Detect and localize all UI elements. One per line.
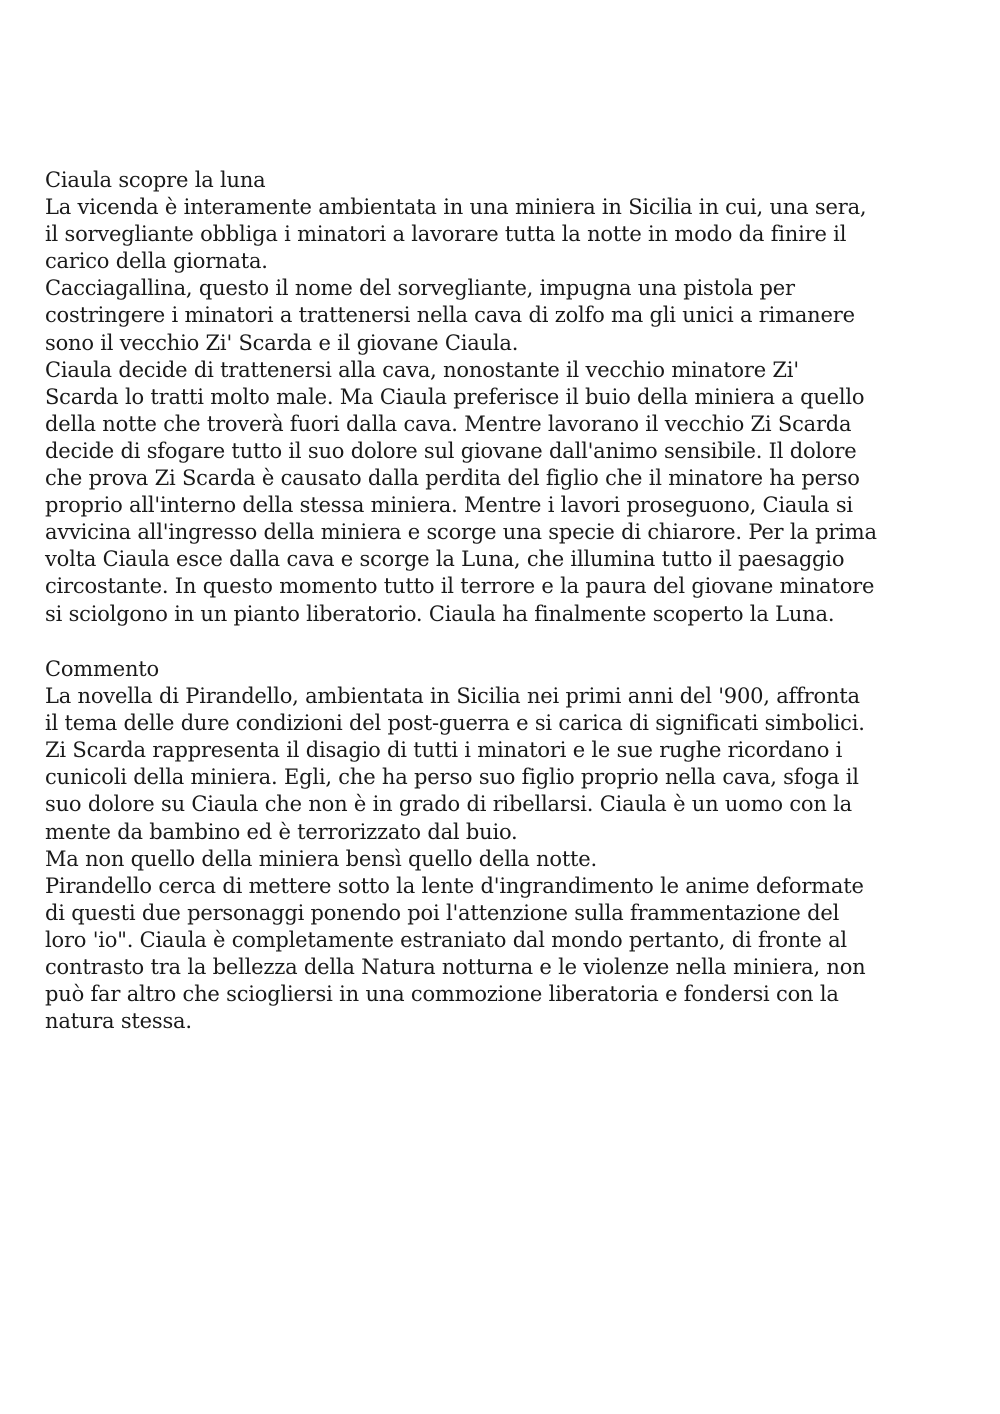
story-line: costringere i minatori a trattenersi nella cava di zolfo ma gli unici a rimanere [45, 303, 855, 328]
story-line: La vicenda è interamente ambientata in una miniera in Sicilia in cui, una sera, [45, 195, 867, 220]
story-line: avvicina all'ingresso della miniera e scorge una specie di chiarore. Per la prima [45, 520, 877, 545]
comment-line: Zi Scarda rappresenta il disagio di tutti i minatori e le sue rughe ricordano i [45, 738, 843, 763]
story-line: Cacciagallina, questo il nome del sorvegliante, impugna una pistola per [45, 276, 795, 301]
story-line: decide di sfogare tutto il suo dolore sul giovane dall'animo sensibile. Il dolore [45, 438, 857, 463]
story-title: Ciaula scopre la luna [45, 168, 266, 192]
story-line: il sorvegliante obbliga i minatori a lavorare tutta la notte in modo da finire il [45, 222, 847, 247]
comment-line: può far altro che sciogliersi in una commozione liberatoria e fondersi con la [45, 982, 839, 1007]
comment-section [45, 656, 955, 1035]
comment-line: il tema delle dure condizioni del post-guerra e si carica di significati simbolici. [45, 711, 865, 736]
story-line: Ciaula decide di trattenersi alla cava, nonostante il vecchio minatore Zi' [45, 357, 799, 382]
comment-line: cunicoli della miniera. Egli, che ha perso suo figlio proprio nella cava, sfoga il [45, 765, 859, 790]
comment-line: Pirandello cerca di mettere sotto la lente d'ingrandimento le anime deformate [45, 873, 864, 898]
comment-line: La novella di Pirandello, ambientata in Sicilia nei primi anni del '900, affronta [45, 684, 860, 709]
comment-line: loro 'io". Ciaula è completamente estraniato dal mondo pertanto, di fronte al [45, 927, 847, 952]
story-line: Scarda lo tratti molto male. Ma Ciaula preferisce il buio della miniera a quello [45, 384, 865, 409]
story-line: della notte che troverà fuori dalla cava. Mentre lavorano il vecchio Zi Scarda [45, 411, 852, 436]
story-line: volta Ciaula esce dalla cava e scorge la Luna, che illumina tutto il paesaggio [45, 547, 845, 572]
story-line: sono il vecchio Zi' Scarda e il giovane Ciaula. [45, 330, 519, 355]
comment-title: Commento [45, 657, 159, 681]
comment-line: contrasto tra la bellezza della Natura notturna e le violenze nella miniera, non [45, 955, 866, 980]
story-line: circostante. In questo momento tutto il terrore e la paura del giovane minatore [45, 574, 875, 599]
comment-line: suo dolore su Ciaula che non è in grado di ribellarsi. Ciaula è un uomo con la [45, 792, 852, 817]
story-line: che prova Zi Scarda è causato dalla perdita del figlio che il minatore ha perso [45, 466, 860, 491]
comment-line: di questi due personaggi ponendo poi l'attenzione sulla frammentazione del [45, 900, 840, 925]
story-line: carico della giornata. [45, 249, 268, 274]
comment-line: Ma non quello della miniera bensì quello della notte. [45, 846, 598, 871]
story-line: si sciolgono in un pianto liberatorio. Ciaula ha finalmente scoperto la Luna. [45, 601, 835, 626]
story-section [45, 167, 955, 628]
comment-line: mente da bambino ed è terrorizzato dal buio. [45, 819, 518, 844]
comment-line: natura stessa. [45, 1009, 192, 1034]
story-line: proprio all'interno della stessa miniera. Mentre i lavori proseguono, Ciaula si [45, 493, 853, 518]
